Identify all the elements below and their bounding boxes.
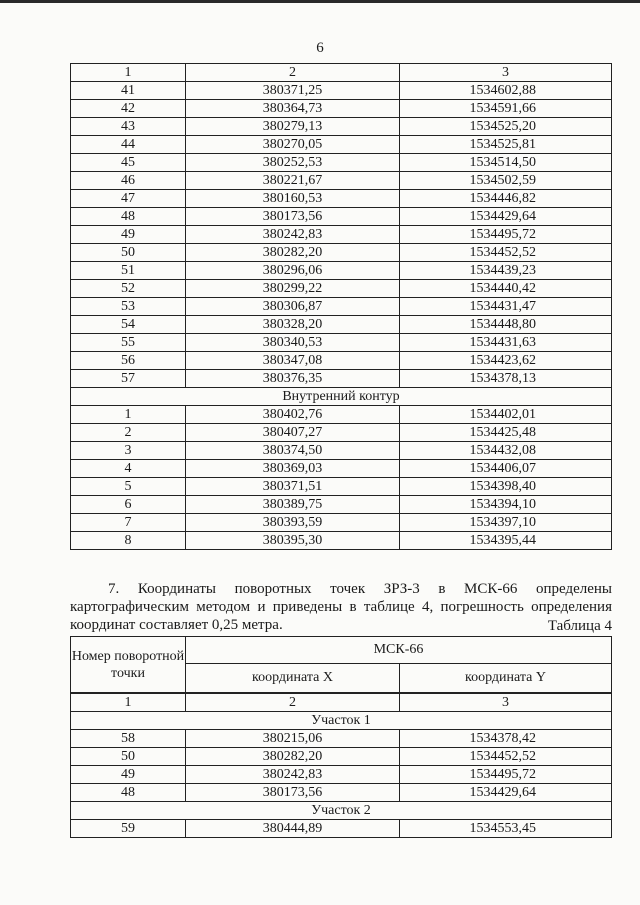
coordinate-y: 1534425,48	[400, 424, 612, 442]
coordinate-x: 380376,35	[186, 370, 400, 388]
page-number: 6	[316, 40, 324, 56]
point-number: 43	[71, 118, 186, 136]
coordinate-x: 380306,87	[186, 298, 400, 316]
point-number: 54	[71, 316, 186, 334]
header-coordinate-x: координата X	[186, 664, 400, 694]
table-row	[71, 820, 612, 838]
point-number: 6	[71, 496, 186, 514]
coordinate-x: 380444,89	[186, 820, 400, 838]
table-header-row	[71, 64, 612, 82]
coordinate-x: 380374,50	[186, 442, 400, 460]
coordinate-y: 1534432,08	[400, 442, 612, 460]
point-number: 46	[71, 172, 186, 190]
point-number: 47	[71, 190, 186, 208]
table-row	[71, 226, 612, 244]
point-number: 49	[71, 226, 186, 244]
point-number: 53	[71, 298, 186, 316]
table-row	[71, 442, 612, 460]
coordinate-x: 380395,30	[186, 532, 400, 550]
point-number: 56	[71, 352, 186, 370]
coordinate-x: 380347,08	[186, 352, 400, 370]
point-number: 50	[71, 244, 186, 262]
table-row	[71, 136, 612, 154]
coordinate-y: 1534452,52	[400, 748, 612, 766]
point-number: 55	[71, 334, 186, 352]
coordinate-x: 380296,06	[186, 262, 400, 280]
point-number: 5	[71, 478, 186, 496]
point-number: 3	[71, 442, 186, 460]
coordinate-x: 380369,03	[186, 460, 400, 478]
coordinate-x: 380242,83	[186, 226, 400, 244]
point-number: 52	[71, 280, 186, 298]
point-number: 4	[71, 460, 186, 478]
coordinate-x: 380173,56	[186, 208, 400, 226]
coordinate-y: 1534394,10	[400, 496, 612, 514]
table-row	[71, 316, 612, 334]
header-coordinate-y: координата Y	[400, 664, 612, 694]
coordinate-y: 1534402,01	[400, 406, 612, 424]
table-row	[71, 406, 612, 424]
section-7-paragraph: 7. Координаты поворотных точек ЗРЗ-3 в МСК-66 определены картографическим методом и приведены в таблице 4, погрешность определения координат составляет 0,25 метра.	[70, 581, 612, 633]
table-row	[71, 730, 612, 748]
coordinate-y: 1534514,50	[400, 154, 612, 172]
section-label: Участок 2	[71, 802, 612, 820]
table-row	[71, 172, 612, 190]
column-number-1: 1	[71, 693, 186, 712]
point-number: 7	[71, 514, 186, 532]
point-number: 48	[71, 208, 186, 226]
coordinate-y: 1534439,23	[400, 262, 612, 280]
coordinate-x: 380299,22	[186, 280, 400, 298]
coordinate-y: 1534378,13	[400, 370, 612, 388]
table-row	[71, 100, 612, 118]
coordinate-y: 1534495,72	[400, 766, 612, 784]
table-4-caption: Таблица 4	[547, 618, 612, 634]
coordinate-x: 380282,20	[186, 748, 400, 766]
coordinate-y: 1534602,88	[400, 82, 612, 100]
coordinate-x: 380407,27	[186, 424, 400, 442]
table-row	[71, 262, 612, 280]
inner-contour-label-row	[71, 388, 612, 406]
point-number: 58	[71, 730, 186, 748]
coordinate-y: 1534423,62	[400, 352, 612, 370]
table-row	[71, 82, 612, 100]
coordinate-y: 1534495,72	[400, 226, 612, 244]
coordinates-table-4	[70, 636, 612, 838]
coordinate-x: 380328,20	[186, 316, 400, 334]
column-number-3: 3	[400, 64, 612, 82]
point-number: 42	[71, 100, 186, 118]
column-number-2: 2	[186, 693, 400, 712]
section-label-row	[71, 712, 612, 730]
column-number-3: 3	[400, 693, 612, 712]
coordinate-y: 1534395,44	[400, 532, 612, 550]
table-numbering-row	[71, 693, 612, 712]
coordinate-x: 380270,05	[186, 136, 400, 154]
table-row	[71, 424, 612, 442]
scan-top-edge	[0, 0, 640, 3]
table-row	[71, 298, 612, 316]
coordinate-y: 1534553,45	[400, 820, 612, 838]
column-number-1: 1	[71, 64, 186, 82]
coordinate-x: 380402,76	[186, 406, 400, 424]
coordinate-y: 1534398,40	[400, 478, 612, 496]
point-number: 2	[71, 424, 186, 442]
coordinate-y: 1534406,07	[400, 460, 612, 478]
table-row	[71, 190, 612, 208]
coordinate-x: 380371,25	[186, 82, 400, 100]
coordinate-y: 1534502,59	[400, 172, 612, 190]
coordinate-x: 380173,56	[186, 784, 400, 802]
coordinate-x: 380252,53	[186, 154, 400, 172]
point-number: 41	[71, 82, 186, 100]
point-number: 57	[71, 370, 186, 388]
point-number: 59	[71, 820, 186, 838]
coordinate-x: 380221,67	[186, 172, 400, 190]
point-number: 8	[71, 532, 186, 550]
table-header-row	[71, 637, 612, 664]
coordinate-x: 380393,59	[186, 514, 400, 532]
point-number: 50	[71, 748, 186, 766]
coordinate-y: 1534525,81	[400, 136, 612, 154]
coordinate-x: 380242,83	[186, 766, 400, 784]
coordinate-x: 380160,53	[186, 190, 400, 208]
table-row	[71, 118, 612, 136]
coordinate-y: 1534429,64	[400, 784, 612, 802]
header-point-number: Номер поворотной точки	[71, 637, 186, 694]
coordinate-y: 1534378,42	[400, 730, 612, 748]
coordinate-y: 1534525,20	[400, 118, 612, 136]
coordinate-x: 380340,53	[186, 334, 400, 352]
section-label-row	[71, 802, 612, 820]
table-row	[71, 334, 612, 352]
coordinate-y: 1534429,64	[400, 208, 612, 226]
table-row	[71, 208, 612, 226]
table-row	[71, 532, 612, 550]
table-row	[71, 244, 612, 262]
table-row	[71, 514, 612, 532]
coordinate-y: 1534448,80	[400, 316, 612, 334]
coordinate-x: 380215,06	[186, 730, 400, 748]
table-row	[71, 784, 612, 802]
inner-contour-label: Внутренний контур	[71, 388, 612, 406]
table-row	[71, 352, 612, 370]
point-number: 44	[71, 136, 186, 154]
section-label: Участок 1	[71, 712, 612, 730]
coordinate-y: 1534397,10	[400, 514, 612, 532]
table-row	[71, 370, 612, 388]
coordinate-y: 1534446,82	[400, 190, 612, 208]
table-row	[71, 496, 612, 514]
point-number: 48	[71, 784, 186, 802]
table-row	[71, 766, 612, 784]
table-row	[71, 460, 612, 478]
coordinate-x: 380389,75	[186, 496, 400, 514]
point-number: 49	[71, 766, 186, 784]
coordinate-y: 1534591,66	[400, 100, 612, 118]
coordinates-table-3	[70, 63, 612, 550]
table-row	[71, 280, 612, 298]
point-number: 1	[71, 406, 186, 424]
coordinate-y: 1534440,42	[400, 280, 612, 298]
coordinate-x: 380279,13	[186, 118, 400, 136]
point-number: 51	[71, 262, 186, 280]
coordinate-y: 1534431,63	[400, 334, 612, 352]
header-coordinate-system: МСК-66	[186, 637, 612, 664]
table-row	[71, 748, 612, 766]
table-row	[71, 154, 612, 172]
point-number: 45	[71, 154, 186, 172]
column-number-2: 2	[186, 64, 400, 82]
coordinate-y: 1534452,52	[400, 244, 612, 262]
coordinate-x: 380282,20	[186, 244, 400, 262]
table-row	[71, 478, 612, 496]
coordinate-y: 1534431,47	[400, 298, 612, 316]
coordinate-x: 380371,51	[186, 478, 400, 496]
coordinate-x: 380364,73	[186, 100, 400, 118]
